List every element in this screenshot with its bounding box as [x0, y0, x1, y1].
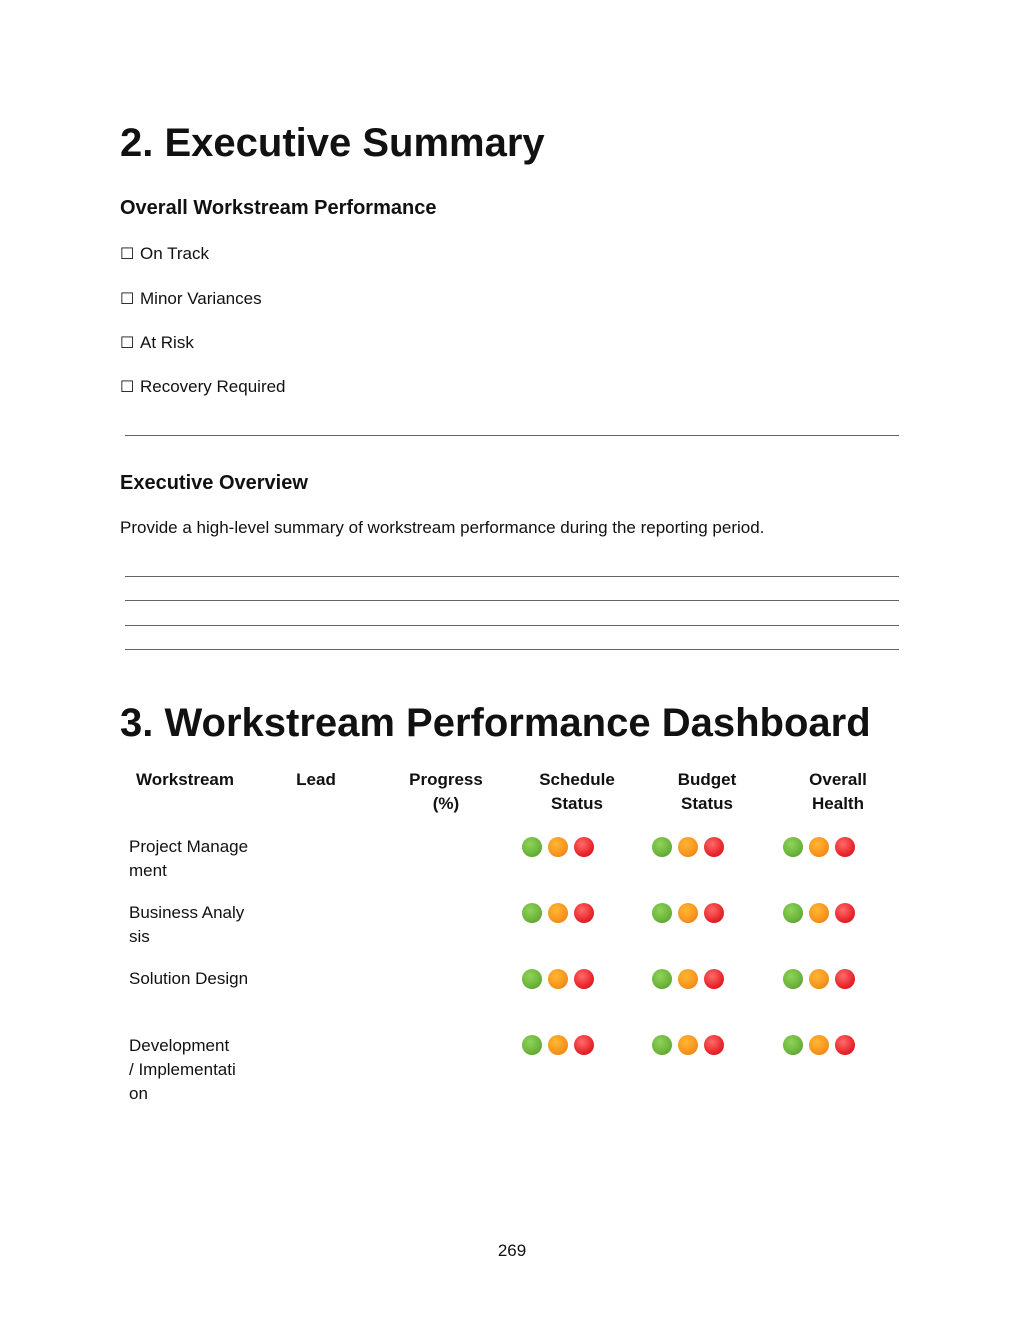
header-line: Status — [681, 794, 733, 813]
checkbox-recovery-required[interactable] — [120, 376, 286, 398]
header-line: Health — [812, 794, 864, 813]
column-header-schedule-status — [517, 768, 637, 816]
green-status-dot-icon[interactable] — [783, 837, 803, 857]
overall-health-indicator[interactable] — [783, 1035, 855, 1055]
header-line: Overall — [809, 770, 867, 789]
checkbox-at-risk[interactable] — [120, 332, 194, 354]
column-header-workstream — [125, 768, 245, 792]
red-status-dot-icon[interactable] — [835, 1035, 855, 1055]
overall-health-indicator[interactable] — [783, 969, 855, 989]
green-status-dot-icon[interactable] — [522, 969, 542, 989]
amber-status-dot-icon[interactable] — [548, 969, 568, 989]
red-status-dot-icon[interactable] — [574, 969, 594, 989]
green-status-dot-icon[interactable] — [652, 969, 672, 989]
green-status-dot-icon[interactable] — [522, 837, 542, 857]
red-status-dot-icon[interactable] — [835, 903, 855, 923]
table-row-workstream: Development / Implementation — [129, 1036, 236, 1103]
amber-status-dot-icon[interactable] — [548, 837, 568, 857]
red-status-dot-icon[interactable] — [574, 903, 594, 923]
header-line: Lead — [296, 770, 336, 789]
checkbox-icon: ☐ — [120, 244, 135, 263]
checkbox-minor-variances[interactable] — [120, 288, 262, 310]
red-status-dot-icon[interactable] — [704, 969, 724, 989]
section-3-heading: 3. Workstream Performance Dashboard — [120, 701, 871, 745]
checkbox-label: At Risk — [140, 333, 194, 352]
header-line: Progress — [409, 770, 483, 789]
checkbox-label: Minor Variances — [140, 289, 262, 308]
header-line: (%) — [432, 794, 460, 813]
red-status-dot-icon[interactable] — [704, 837, 724, 857]
executive-overview-prompt: Provide a high-level summary of workstream performance during the reporting period. — [120, 518, 765, 537]
budget-status-indicator[interactable] — [652, 903, 724, 923]
amber-status-dot-icon[interactable] — [678, 1035, 698, 1055]
header-line: Budget — [677, 770, 737, 789]
table-row-workstream: Solution Design — [129, 969, 249, 988]
writing-line[interactable] — [125, 625, 899, 626]
green-status-dot-icon[interactable] — [783, 1035, 803, 1055]
page-number: 269 — [497, 1241, 527, 1260]
executive-overview-heading: Executive Overview — [120, 472, 308, 494]
amber-status-dot-icon[interactable] — [548, 1035, 568, 1055]
amber-status-dot-icon[interactable] — [809, 969, 829, 989]
checkbox-label: Recovery Required — [140, 377, 286, 396]
checkbox-icon: ☐ — [120, 289, 135, 308]
overall-health-indicator[interactable] — [783, 837, 855, 857]
column-header-overall-health — [778, 768, 898, 816]
red-status-dot-icon[interactable] — [574, 1035, 594, 1055]
green-status-dot-icon[interactable] — [783, 903, 803, 923]
green-status-dot-icon[interactable] — [522, 1035, 542, 1055]
amber-status-dot-icon[interactable] — [678, 837, 698, 857]
checkbox-icon: ☐ — [120, 377, 135, 396]
checkbox-icon: ☐ — [120, 333, 135, 352]
checkbox-on-track[interactable] — [120, 243, 209, 265]
checkbox-label: On Track — [140, 244, 209, 263]
schedule-status-indicator[interactable] — [522, 1035, 594, 1055]
budget-status-indicator[interactable] — [652, 969, 724, 989]
writing-line[interactable] — [125, 576, 899, 577]
green-status-dot-icon[interactable] — [652, 837, 672, 857]
red-status-dot-icon[interactable] — [574, 837, 594, 857]
section-2-heading: 2. Executive Summary — [120, 121, 545, 165]
green-status-dot-icon[interactable] — [652, 1035, 672, 1055]
amber-status-dot-icon[interactable] — [678, 969, 698, 989]
green-status-dot-icon[interactable] — [652, 903, 672, 923]
overall-performance-heading: Overall Workstream Performance — [120, 197, 437, 219]
header-line: Schedule — [539, 770, 615, 789]
writing-line[interactable] — [125, 649, 899, 650]
column-header-progress — [386, 768, 506, 816]
schedule-status-indicator[interactable] — [522, 969, 594, 989]
amber-status-dot-icon[interactable] — [809, 903, 829, 923]
amber-status-dot-icon[interactable] — [548, 903, 568, 923]
divider-rule — [125, 435, 899, 436]
amber-status-dot-icon[interactable] — [678, 903, 698, 923]
amber-status-dot-icon[interactable] — [809, 837, 829, 857]
schedule-status-indicator[interactable] — [522, 903, 594, 923]
header-line: Workstream — [136, 770, 234, 789]
budget-status-indicator[interactable] — [652, 837, 724, 857]
red-status-dot-icon[interactable] — [835, 969, 855, 989]
header-line: Status — [551, 794, 603, 813]
table-row-workstream: Business Analysis — [129, 903, 245, 946]
red-status-dot-icon[interactable] — [835, 837, 855, 857]
overall-health-indicator[interactable] — [783, 903, 855, 923]
writing-line[interactable] — [125, 600, 899, 601]
column-header-lead — [256, 768, 376, 792]
schedule-status-indicator[interactable] — [522, 837, 594, 857]
green-status-dot-icon[interactable] — [522, 903, 542, 923]
green-status-dot-icon[interactable] — [783, 969, 803, 989]
budget-status-indicator[interactable] — [652, 1035, 724, 1055]
table-row-workstream: Project Management — [129, 837, 249, 880]
red-status-dot-icon[interactable] — [704, 903, 724, 923]
column-header-budget-status — [647, 768, 767, 816]
red-status-dot-icon[interactable] — [704, 1035, 724, 1055]
amber-status-dot-icon[interactable] — [809, 1035, 829, 1055]
